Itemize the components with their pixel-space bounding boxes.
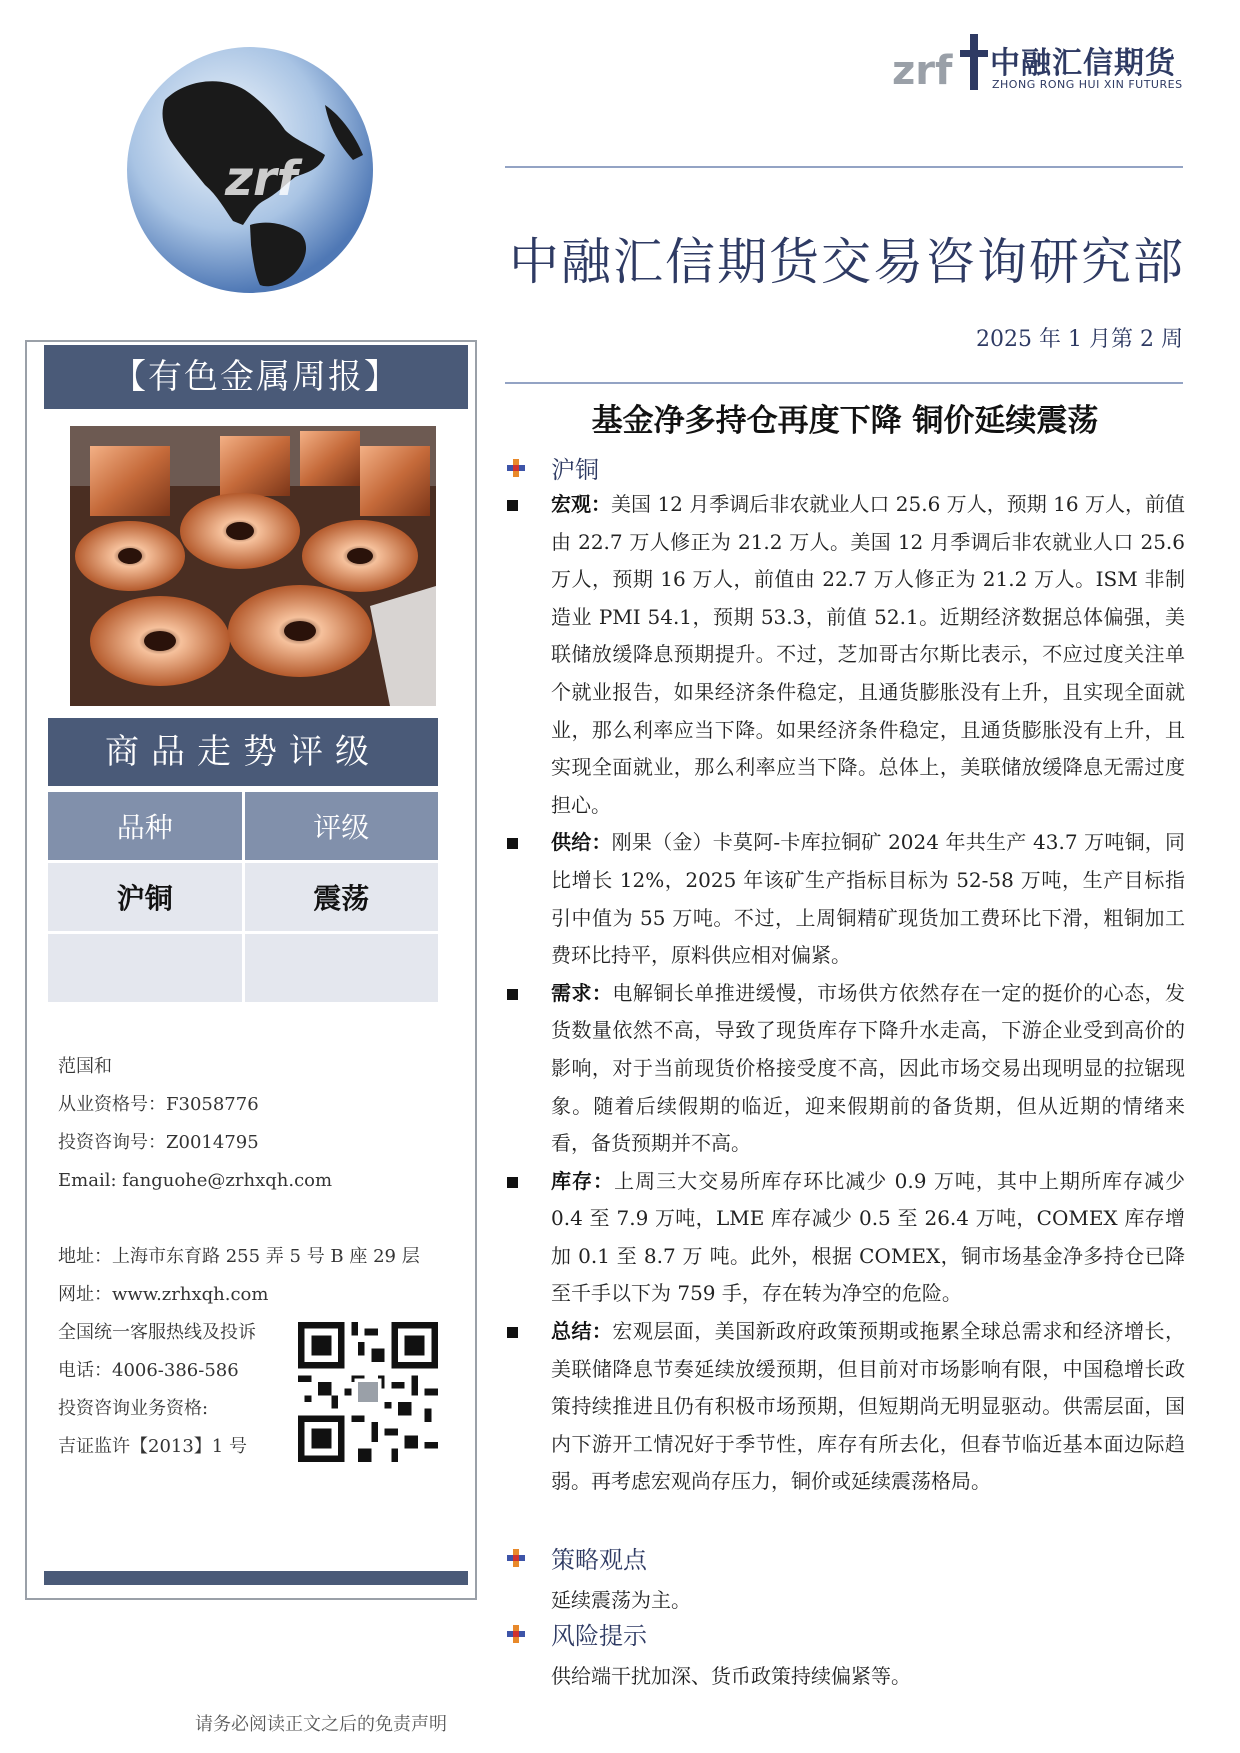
globe-mark-text: zrf [225,151,298,207]
section-heading-risk [505,1616,647,1651]
report-type-banner: 【有色金属周报】 [44,345,468,409]
analyst-qualification: 从业资格号：F3058776 [58,1094,259,1115]
zrf-logo-icon [890,28,990,98]
rating-cell-empty [245,934,439,1002]
list-item [505,486,1185,824]
department-title: 中融汇信期货交易咨询研究部 [509,233,1185,291]
sidebar-bottom-bar [44,1571,468,1585]
bullet-text: 美国 12 月季调后非农就业人口 25.6 万人，预期 16 万人，前值由 22.7 万人修正为 21.2 万人。美国 12 月季调后非农就业人口 25.6 万人，预期 16 万人，前值由 22.7 万人修正为 21.2 万人。ISM 非制造业 PMI 54.1，预期 53.3，前值 52.1。近期经济数据总体偏强，美联储放缓降息预期提升。不过，芝加哥古尔斯比表示，不应过度关注单个就业报告，如果经济条件稳定，且通货膨胀没有上升，且实现全面就业，那么利率应当下降。如果经济条件稳定，且通货膨胀没有上升，且实现全面就业，那么利率应当下降。总体上，美联储放缓降息无需过度担心。 [551,492,1186,817]
logo-mark-text: zrf [892,48,953,94]
bullet-label: 库存： [551,1168,615,1193]
analyst-consult-number: 投资咨询号：Z0014795 [58,1132,259,1153]
section-heading-risk-label: 风险提示 [551,1622,647,1650]
plus-bullet-icon [505,457,527,479]
bullet-label: 供给： [551,830,612,855]
license-label: 投资咨询业务资格: [58,1398,209,1419]
table-row [48,863,438,931]
section-heading-strategy-label: 策略观点 [551,1546,647,1574]
risk-text: 供给端干扰加深、货币政策持续偏紧等。 [551,1664,911,1688]
qr-code-icon [298,1322,438,1462]
section-heading-copper-label: 沪铜 [551,456,599,484]
analyst-name: 范国和 [58,1056,112,1077]
strategy-text: 延续震荡为主。 [551,1588,691,1612]
plus-bullet-icon [505,1547,527,1569]
report-headline: 基金净多持仓再度下降 铜价延续震荡 [591,403,1099,439]
copper-coils-photo [70,426,436,706]
bullet-text: 电解铜长单推进缓慢，市场供方依然存在一定的挺价的心态，发货数量依然不高，导致了现货库存下降升水走高，下游企业受到高价的影响，对于当前现货价格接受度不高，因此市场交易出现明显的拉锯现象。随着后续假期的临近，迎来假期前的备货期，但从近期的情绪来看，备货预期并不高。 [551,980,1186,1156]
license-number: 吉证监许【2013】1 号 [58,1436,247,1457]
bullet-label: 总结： [551,1319,613,1344]
rating-table-header [48,792,438,860]
section-heading-strategy [505,1540,647,1575]
bullet-label: 宏观： [551,492,612,516]
company-website: 网址：www.zrhxqh.com [58,1284,269,1305]
list-item [505,975,1185,1163]
bullet-label: 需求： [551,980,613,1005]
list-item [505,824,1185,974]
globe-logo-image [125,45,375,295]
company-logo [890,28,1183,98]
logo-name-cn: 中融汇信期货 [990,46,1176,81]
disclaimer-note: 请务必阅读正文之后的免责声明 [195,1714,447,1735]
company-address: 地址：上海市东育路 255 弄 5 号 B 座 29 层 [58,1246,420,1267]
rating-cell-commodity: 沪铜 [48,863,242,931]
hotline-label: 全国统一客服热线及投诉 [58,1322,256,1343]
rating-cell-empty [48,934,242,1002]
header-divider-top [505,166,1183,168]
table-row-empty [48,934,438,1002]
rating-cell-rating: 震荡 [245,863,439,931]
bullet-text: 宏观层面，美国新政府政策预期或拖累全球总需求和经济增长，美联储降息节奏延续放缓预期，但目前对市场影响有限，中国稳增长政策持续推进且仍有积极市场预期，但短期尚无明显驱动。供需层面，国内下游开工情况好于季节性，库存有所去化，但春节临近基本面边际趋弱。再考虑宏观尚存压力，铜价或延续震荡格局。 [551,1319,1186,1494]
rating-header-commodity: 品种 [48,792,242,860]
list-item [505,1313,1185,1501]
rating-section-title: 商品走势评级 [48,718,438,786]
header-divider-bottom [505,382,1183,384]
section-heading-copper [505,450,599,485]
rating-table [48,792,438,1005]
rating-header-rating: 评级 [245,792,439,860]
bullet-text: 上周三大交易所库存环比减少 0.9 万吨，其中上期所库存减少 0.4 至 7.9 万吨，LME 库存减少 0.5 至 26.4 万吨，COMEX 库存增加 0.1 至 8.7 万 吨。此外，根据 COMEX，铜市场基金净多持仓已降至千手以下为 759 手，存在转为净空的危险。 [551,1168,1186,1306]
analyst-email: Email: fanguohe@zrhxqh.com [58,1170,333,1191]
issue-date: 2025 年 1 月第 2 周 [976,327,1183,352]
list-item [505,1163,1185,1313]
logo-name-en: ZHONG RONG HUI XIN FUTURES [992,78,1183,91]
plus-bullet-icon [505,1623,527,1645]
bullet-text: 刚果（金）卡莫阿-卡库拉铜矿 2024 年共生产 43.7 万吨铜，同比增长 12%，2025 年该矿生产指标目标为 52-58 万吨，生产目标指引中值为 55 万吨。不过，上周铜精矿现货加工费环比下滑，粗铜加工费环比持平，原料供应相对偏紧。 [551,830,1186,968]
hotline-number: 电话：4006-386-586 [58,1360,239,1381]
analysis-bullets [505,486,1185,1501]
